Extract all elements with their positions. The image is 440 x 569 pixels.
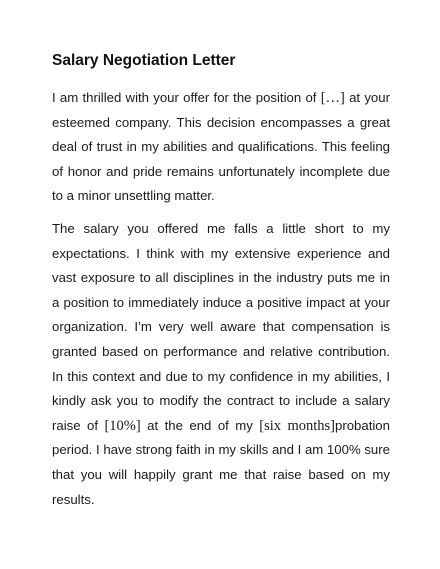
letter-page	[52, 50, 390, 520]
paragraph-offer	[52, 86, 390, 209]
paragraph-salary-text-2: at the end of my	[140, 417, 260, 433]
paragraph-offer-text-start: I am thrilled with your offer for the position of	[52, 90, 321, 105]
paragraph-salary-text-3: probation period. I have strong faith in my skills and I am 100% sure that you will happily grant me that raise based on my results.	[52, 417, 390, 507]
paragraph-salary-request	[52, 217, 390, 512]
document-title: Salary Negotiation Letter	[52, 52, 236, 69]
position-placeholder: […]	[320, 90, 345, 106]
paragraph-offer-text-end: at your esteemed company. This decision encompasses a great deal of trust in my abilities and qualifications. This feeling of honor and pride remains unfortunately incomplete due to a minor unsettling matter.	[52, 90, 390, 204]
duration-placeholder: [six months]	[259, 417, 335, 434]
raise-placeholder: [10%]	[104, 417, 141, 434]
paragraph-salary-text-1: The salary you offered me falls a little short to my expectations. I think with my extensive experience and vast exposure to all disciplines in the industry puts me in a position to immediately induce a positive impact at your organization. I’m very well aware that compensation is granted based on performance and relative contribution. In this context and due to my confidence in my abilities, I kindly ask you to modify the contract to include a salary raise of	[52, 220, 390, 433]
